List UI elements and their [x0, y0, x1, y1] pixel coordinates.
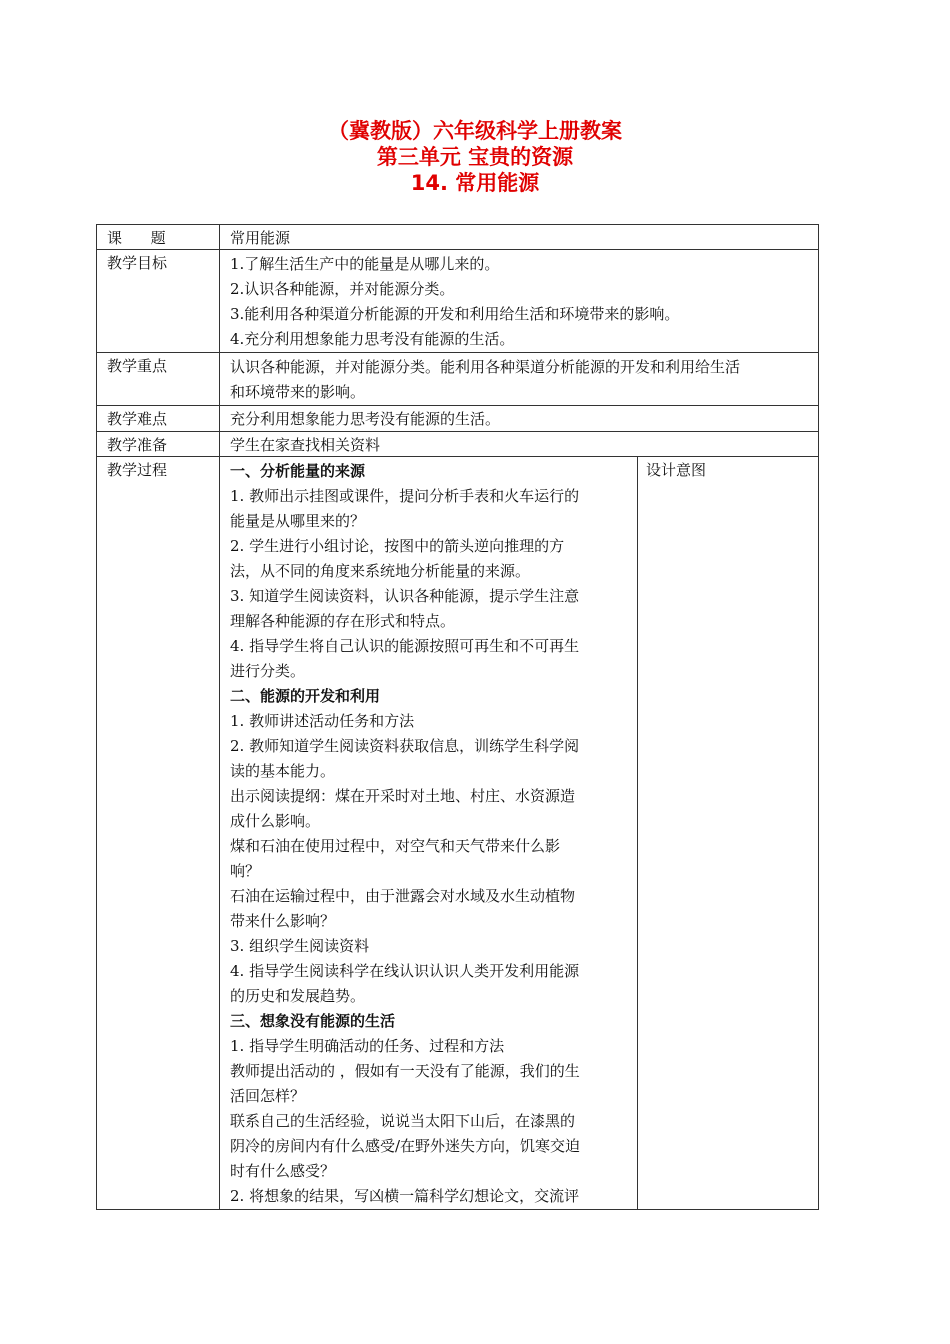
- process-line: 的历史和发展趋势。: [230, 987, 366, 1005]
- difficulties-label: 教学难点: [97, 406, 220, 432]
- process-line: 3. 知道学生阅读资料，认识各种能源，提示学生注意: [230, 587, 580, 605]
- key-points-label: 教学重点: [97, 353, 220, 406]
- process-line: 2. 学生进行小组讨论，按图中的箭头逆向推理的方: [230, 537, 565, 555]
- lesson-plan-table: [96, 224, 819, 1210]
- row-preparation: [97, 432, 819, 457]
- row-topic: [97, 225, 819, 250]
- process-line: 活回怎样？: [230, 1087, 306, 1105]
- process-line: 石油在运输过程中，由于泄露会对水域及水生动植物: [230, 887, 576, 905]
- process-line: 响？: [230, 862, 261, 880]
- title-line-2: 第三单元 宝贵的资源: [376, 145, 574, 169]
- preparation-value: 学生在家查找相关资料: [220, 432, 819, 457]
- process-line: 联系自己的生活经验，说说当太阳下山后，在漆黑的: [230, 1112, 576, 1130]
- section-heading: 一、分析能量的来源: [230, 462, 366, 480]
- process-line: 1. 教师讲述活动任务和方法: [230, 712, 415, 730]
- process-line: 1. 教师出示挂图或课件，提问分析手表和火车运行的: [230, 487, 580, 505]
- process-line: 读的基本能力。: [230, 762, 336, 780]
- goals-label: 教学目标: [97, 250, 220, 353]
- process-content: [220, 457, 638, 1210]
- process-line: 教师提出活动的 ，假如有一天没有了能源，我们的生: [230, 1062, 580, 1080]
- process-line: 2. 将想象的结果，写凶横一篇科学幻想论文，交流评: [230, 1187, 580, 1205]
- process-line: 能量是从哪里来的？: [230, 512, 366, 530]
- preparation-label: 教学准备: [97, 432, 220, 457]
- process-line: 阴冷的房间内有什么感受/在野外迷失方向，饥寒交迫: [230, 1137, 581, 1155]
- topic-value: 常用能源: [220, 225, 819, 250]
- process-line: 法，从不同的角度来系统地分析能量的来源。: [230, 562, 531, 580]
- title-line-1: （冀教版）六年级科学上册教案: [328, 119, 622, 143]
- topic-label: 课 题: [97, 225, 220, 250]
- process-label: 教学过程: [97, 457, 220, 1210]
- goal-item: 3.能利用各种渠道分析能源的开发和利用给生活和环境带来的影响。: [230, 305, 680, 323]
- process-line: 带来什么影响？: [230, 912, 336, 930]
- document-title: [0, 118, 950, 196]
- key-points-line: 和环境带来的影响。: [230, 383, 366, 401]
- row-goals: [97, 250, 819, 353]
- process-line: 2. 教师知道学生阅读资料获取信息，训练学生科学阅: [230, 737, 580, 755]
- difficulties-value: 充分利用想象能力思考没有能源的生活。: [220, 406, 819, 432]
- goal-item: 1.了解生活生产中的能量是从哪儿来的。: [230, 255, 500, 273]
- process-line: 时有什么感受？: [230, 1162, 336, 1180]
- key-points-line: 认识各种能源，并对能源分类。能利用各种渠道分析能源的开发和利用给生活: [230, 358, 741, 376]
- row-process: [97, 457, 819, 1210]
- title-line-3: 14. 常用能源: [410, 171, 540, 195]
- process-line: 理解各种能源的存在形式和特点。: [230, 612, 456, 630]
- design-intent-label: 设计意图: [638, 457, 819, 1210]
- section-heading: 三、想象没有能源的生活: [230, 1012, 396, 1030]
- process-line: 出示阅读提纲：煤在开采时对土地、村庄、水资源造: [230, 787, 576, 805]
- process-line: 3. 组织学生阅读资料: [230, 937, 370, 955]
- section-heading: 二、能源的开发和利用: [230, 687, 381, 705]
- process-line: 4. 指导学生阅读科学在线认识认识人类开发利用能源: [230, 962, 580, 980]
- goals-list: [220, 250, 819, 353]
- process-line: 进行分类。: [230, 662, 306, 680]
- row-difficulties: [97, 406, 819, 432]
- process-line: 煤和石油在使用过程中，对空气和天气带来什么影: [230, 837, 561, 855]
- row-key-points: [97, 353, 819, 406]
- process-line: 1. 指导学生明确活动的任务、过程和方法: [230, 1037, 505, 1055]
- process-line: 4. 指导学生将自己认识的能源按照可再生和不可再生: [230, 637, 580, 655]
- key-points-value: [220, 353, 819, 406]
- process-line: 成什么影响。: [230, 812, 321, 830]
- goal-item: 4.充分利用想象能力思考没有能源的生活。: [230, 330, 515, 348]
- goal-item: 2.认识各种能源，并对能源分类。: [230, 280, 455, 298]
